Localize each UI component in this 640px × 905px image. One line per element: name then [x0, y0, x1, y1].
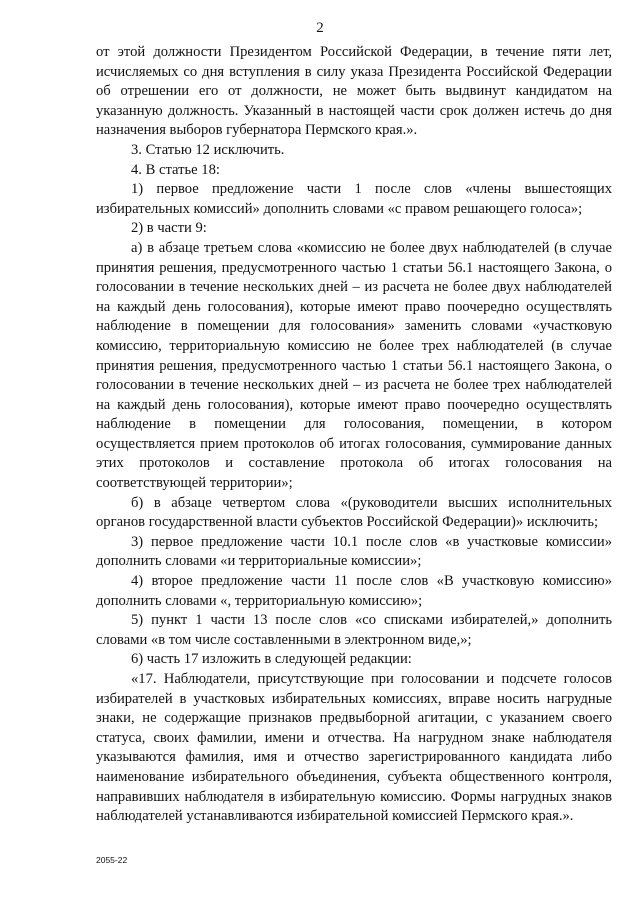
paragraph-subitem-5: 5) пункт 1 части 13 после слов «со списками избирателей,» дополнить словами «в том числе составленными в электронном виде,»;: [96, 612, 612, 648]
paragraph-continuation: от этой должности Президентом Российской Федерации, в течение пяти лет, исчисляемых со дня вступления в силу указа Президента Российской Федерации об отрешении его от должности, не может быть выдвинут кандидатом на указанную должность. Указанный в настоящей части срок должен истечь до дня назначения выборов губернатора Пермского края.».: [96, 44, 612, 139]
paragraph-subitem-4: 4) второе предложение части 11 после слов «В участковую комиссию» дополнить словами «, территориальную комиссию»;: [96, 573, 612, 609]
paragraph-subitem-1: 1) первое предложение части 1 после слов «члены вышестоящих избирательных комиссий» дополнить словами «с правом решающего голоса»;: [96, 181, 612, 217]
paragraph-item-4: 4. В статье 18:: [131, 161, 220, 178]
paragraph-subitem-2b: б) в абзаце четвертом слова «(руководители высших исполнительных органов государственной власти субъектов Российской Федерации)» исключить;: [96, 494, 612, 531]
paragraph-quoted-part-17: «17. Наблюдатели, присутствующие при голосовании и подсчете голосов избирателей в участковых избирательных комиссиях, вправе носить нагрудные знаки, не содержащие признаков предвыборной агитации, с указанием своего статуса, своих фамилии, имени и отчества. На нагрудном знаке наблюдателя указываются фамилия, имя и отчество зарегистрированного кандидата либо наименование избирательного объединения, субъекта общественного контроля, направивших наблюдателя в избирательную комиссию. Формы нагрудных знаков наблюдателей устанавливаются избирательной комиссией Пермского края.».: [96, 671, 612, 825]
paragraph-subitem-3: 3) первое предложение части 10.1 после слов «в участковые комиссии» дополнить словами «и территориальные комиссии»;: [96, 533, 612, 570]
paragraph-subitem-6: 6) часть 17 изложить в следующей редакции:: [131, 651, 412, 668]
document-body: [96, 43, 612, 827]
paragraph-subitem-2: 2) в части 9:: [131, 220, 207, 237]
page-number: 2: [316, 20, 324, 36]
paragraph-subitem-2a: а) в абзаце третьем слова «комиссию не более двух наблюдателей (в случае принятия решения, предусмотренного частью 1 статьи 56.1 настоящего Закона, о голосовании в течение нескольких дней – из расчета не более двух наблюдателей на каждый день голосования), которые имеют право поочередно осуществлять наблюдение в помещении для голосования» заменить словами «участковую комиссию, территориальную комиссию не более трех наблюдателей (в случае принятия решения, предусмотренного частью 1 статьи 56.1 настоящего Закона, о голосовании в течение нескольких дней – из расчета не более трех наблюдателей на каждый день голосования), которые имеют право поочередно осуществлять наблюдение в помещении для голосования, помещении, в котором осуществляется прием протоколов об итогах голосования, суммирование данных этих протоколов и составление протокола об итогах голосования на соответствующей территории»;: [96, 239, 612, 492]
footer-document-code: 2055-22: [96, 855, 128, 865]
paragraph-item-3: 3. Статью 12 исключить.: [131, 141, 285, 158]
